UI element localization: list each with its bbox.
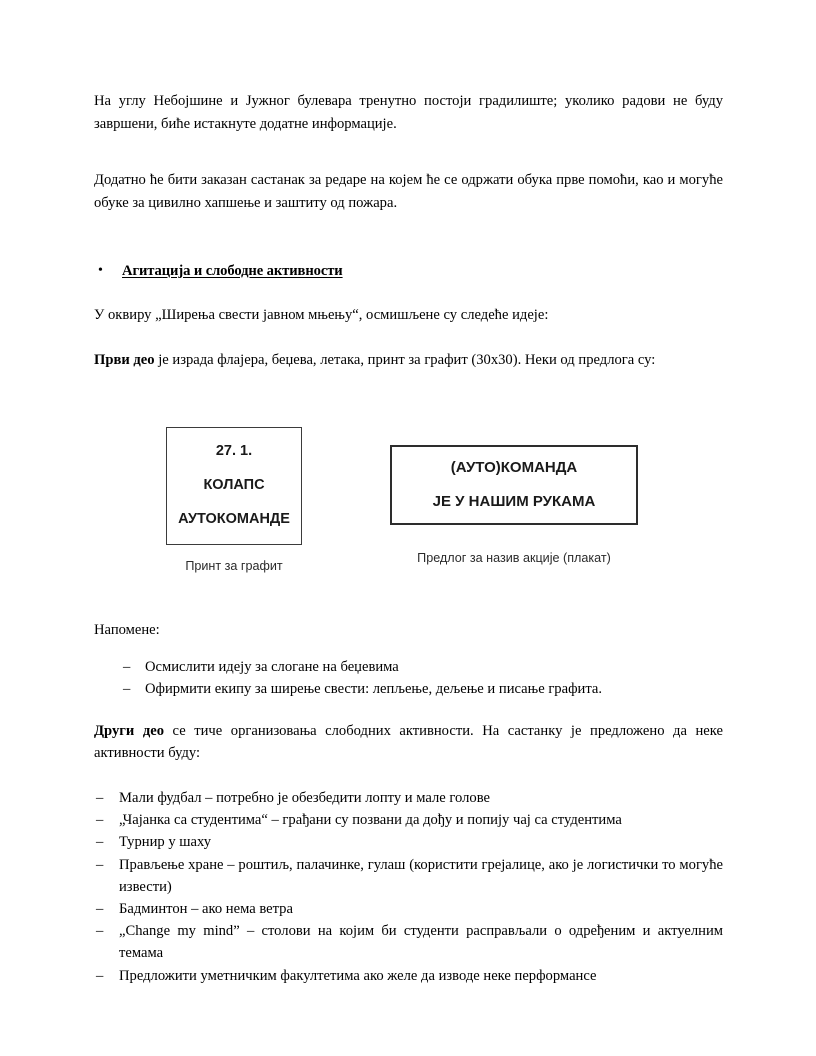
dash-marker-icon: –	[96, 789, 104, 806]
paragraph-second-part	[94, 720, 723, 765]
list-item-label: Бадминтон – ако нема ветра	[119, 900, 293, 917]
section-heading-agitation	[94, 260, 723, 282]
notes-list	[94, 656, 723, 700]
graffiti-print-mockup	[166, 427, 302, 573]
dash-marker-icon: –	[96, 923, 104, 940]
graffiti-print-box	[166, 427, 302, 545]
poster-name-box	[390, 445, 638, 525]
list-item-label: Турнир у шаху	[119, 834, 212, 851]
list-item	[94, 920, 723, 964]
dash-marker-icon: –	[123, 680, 131, 697]
dash-marker-icon: –	[96, 856, 104, 873]
flyer-mockups-row	[94, 427, 723, 587]
spacer	[94, 371, 723, 427]
section-heading-label: Агитација и слободне активности	[122, 263, 343, 279]
graffiti-line-3: АУТОКОМАНДЕ	[178, 511, 290, 527]
first-part-lead: Први део	[94, 351, 155, 368]
list-item-label: Мали фудбал – потребно је обезбедити лопту и мале голове	[119, 789, 490, 806]
list-item	[94, 854, 723, 898]
dash-marker-icon: –	[96, 834, 104, 851]
paragraph-first-part	[94, 349, 723, 372]
spacer	[94, 282, 723, 304]
list-item	[94, 787, 723, 809]
notes-label: Напомене:	[94, 622, 160, 638]
second-part-rest: се тиче организовања слободних активности. На састанку је предложено да неке активности буду:	[94, 722, 723, 762]
spacer	[94, 587, 723, 619]
list-item-label: „Change my mind” – столови на којим би студенти расправљали о одређеним и актуелним темама	[119, 923, 723, 962]
list-item	[94, 809, 723, 831]
list-item-label: Осмислити идеју за слогане на беџевима	[145, 658, 399, 675]
graffiti-line-1: 27. 1.	[215, 443, 253, 459]
list-item-label: „Чајанка са студентима“ – грађани су позвани да дођу и попију чај са студентима	[119, 812, 622, 829]
list-item	[94, 831, 723, 853]
spacer	[94, 135, 723, 169]
activities-list	[94, 787, 723, 987]
spacer	[94, 700, 723, 720]
dash-marker-icon: –	[96, 967, 104, 984]
spacer	[94, 214, 723, 260]
spacer	[94, 765, 723, 787]
poster-line-2: ЈЕ У НАШИМ РУКАМА	[432, 493, 596, 510]
poster-line-1: (АУТО)КОМАНДА	[450, 459, 578, 476]
paragraph-first-aid-training: Додатно ће бити заказан састанак за редаре на којем ће се одржати обука прве помоћи, као и могуће обуке за цивилно хапшење и заштиту од пожара.	[94, 172, 723, 211]
first-part-rest: је израда флајера, беџева, летака, принт за графит (30x30). Неки од предлога су:	[154, 351, 656, 368]
graffiti-line-2: КОЛАПС	[203, 477, 265, 493]
poster-name-caption: Предлог за назив акције (плакат)	[417, 551, 611, 565]
paragraph-construction-site: На углу Небојшине и Јужног булевара тренутно постоји градилиште; уколико радови не буду завршени, биће истакнуте додатне информације.	[94, 93, 723, 132]
second-part-lead: Други део	[94, 722, 164, 739]
list-item	[94, 898, 723, 920]
dash-marker-icon: –	[123, 658, 131, 675]
list-item-label: Прављење хране – роштиљ, палачинке, гулаш (користити грејалице, ако је логистички то могуће извести)	[119, 856, 723, 895]
list-item	[94, 965, 723, 987]
dash-marker-icon: –	[96, 900, 104, 917]
list-item-label: Офирмити екипу за ширење свести: лепљење, дељење и писање графита.	[145, 680, 603, 697]
list-item	[94, 656, 723, 678]
document-content	[94, 90, 723, 987]
poster-name-mockup	[390, 445, 638, 565]
paragraph-public-awareness: У оквиру „Ширења свести јавном мњењу“, осмишљене су следеће идеје:	[94, 307, 549, 323]
list-item-label: Предложити уметничким факултетима ако желе да изводе неке перформансе	[119, 967, 597, 984]
bullet-icon: •	[98, 263, 103, 278]
spacer	[94, 327, 723, 349]
dash-marker-icon: –	[96, 812, 104, 829]
spacer	[94, 642, 723, 656]
graffiti-print-caption: Принт за графит	[185, 559, 283, 573]
list-item	[94, 678, 723, 700]
